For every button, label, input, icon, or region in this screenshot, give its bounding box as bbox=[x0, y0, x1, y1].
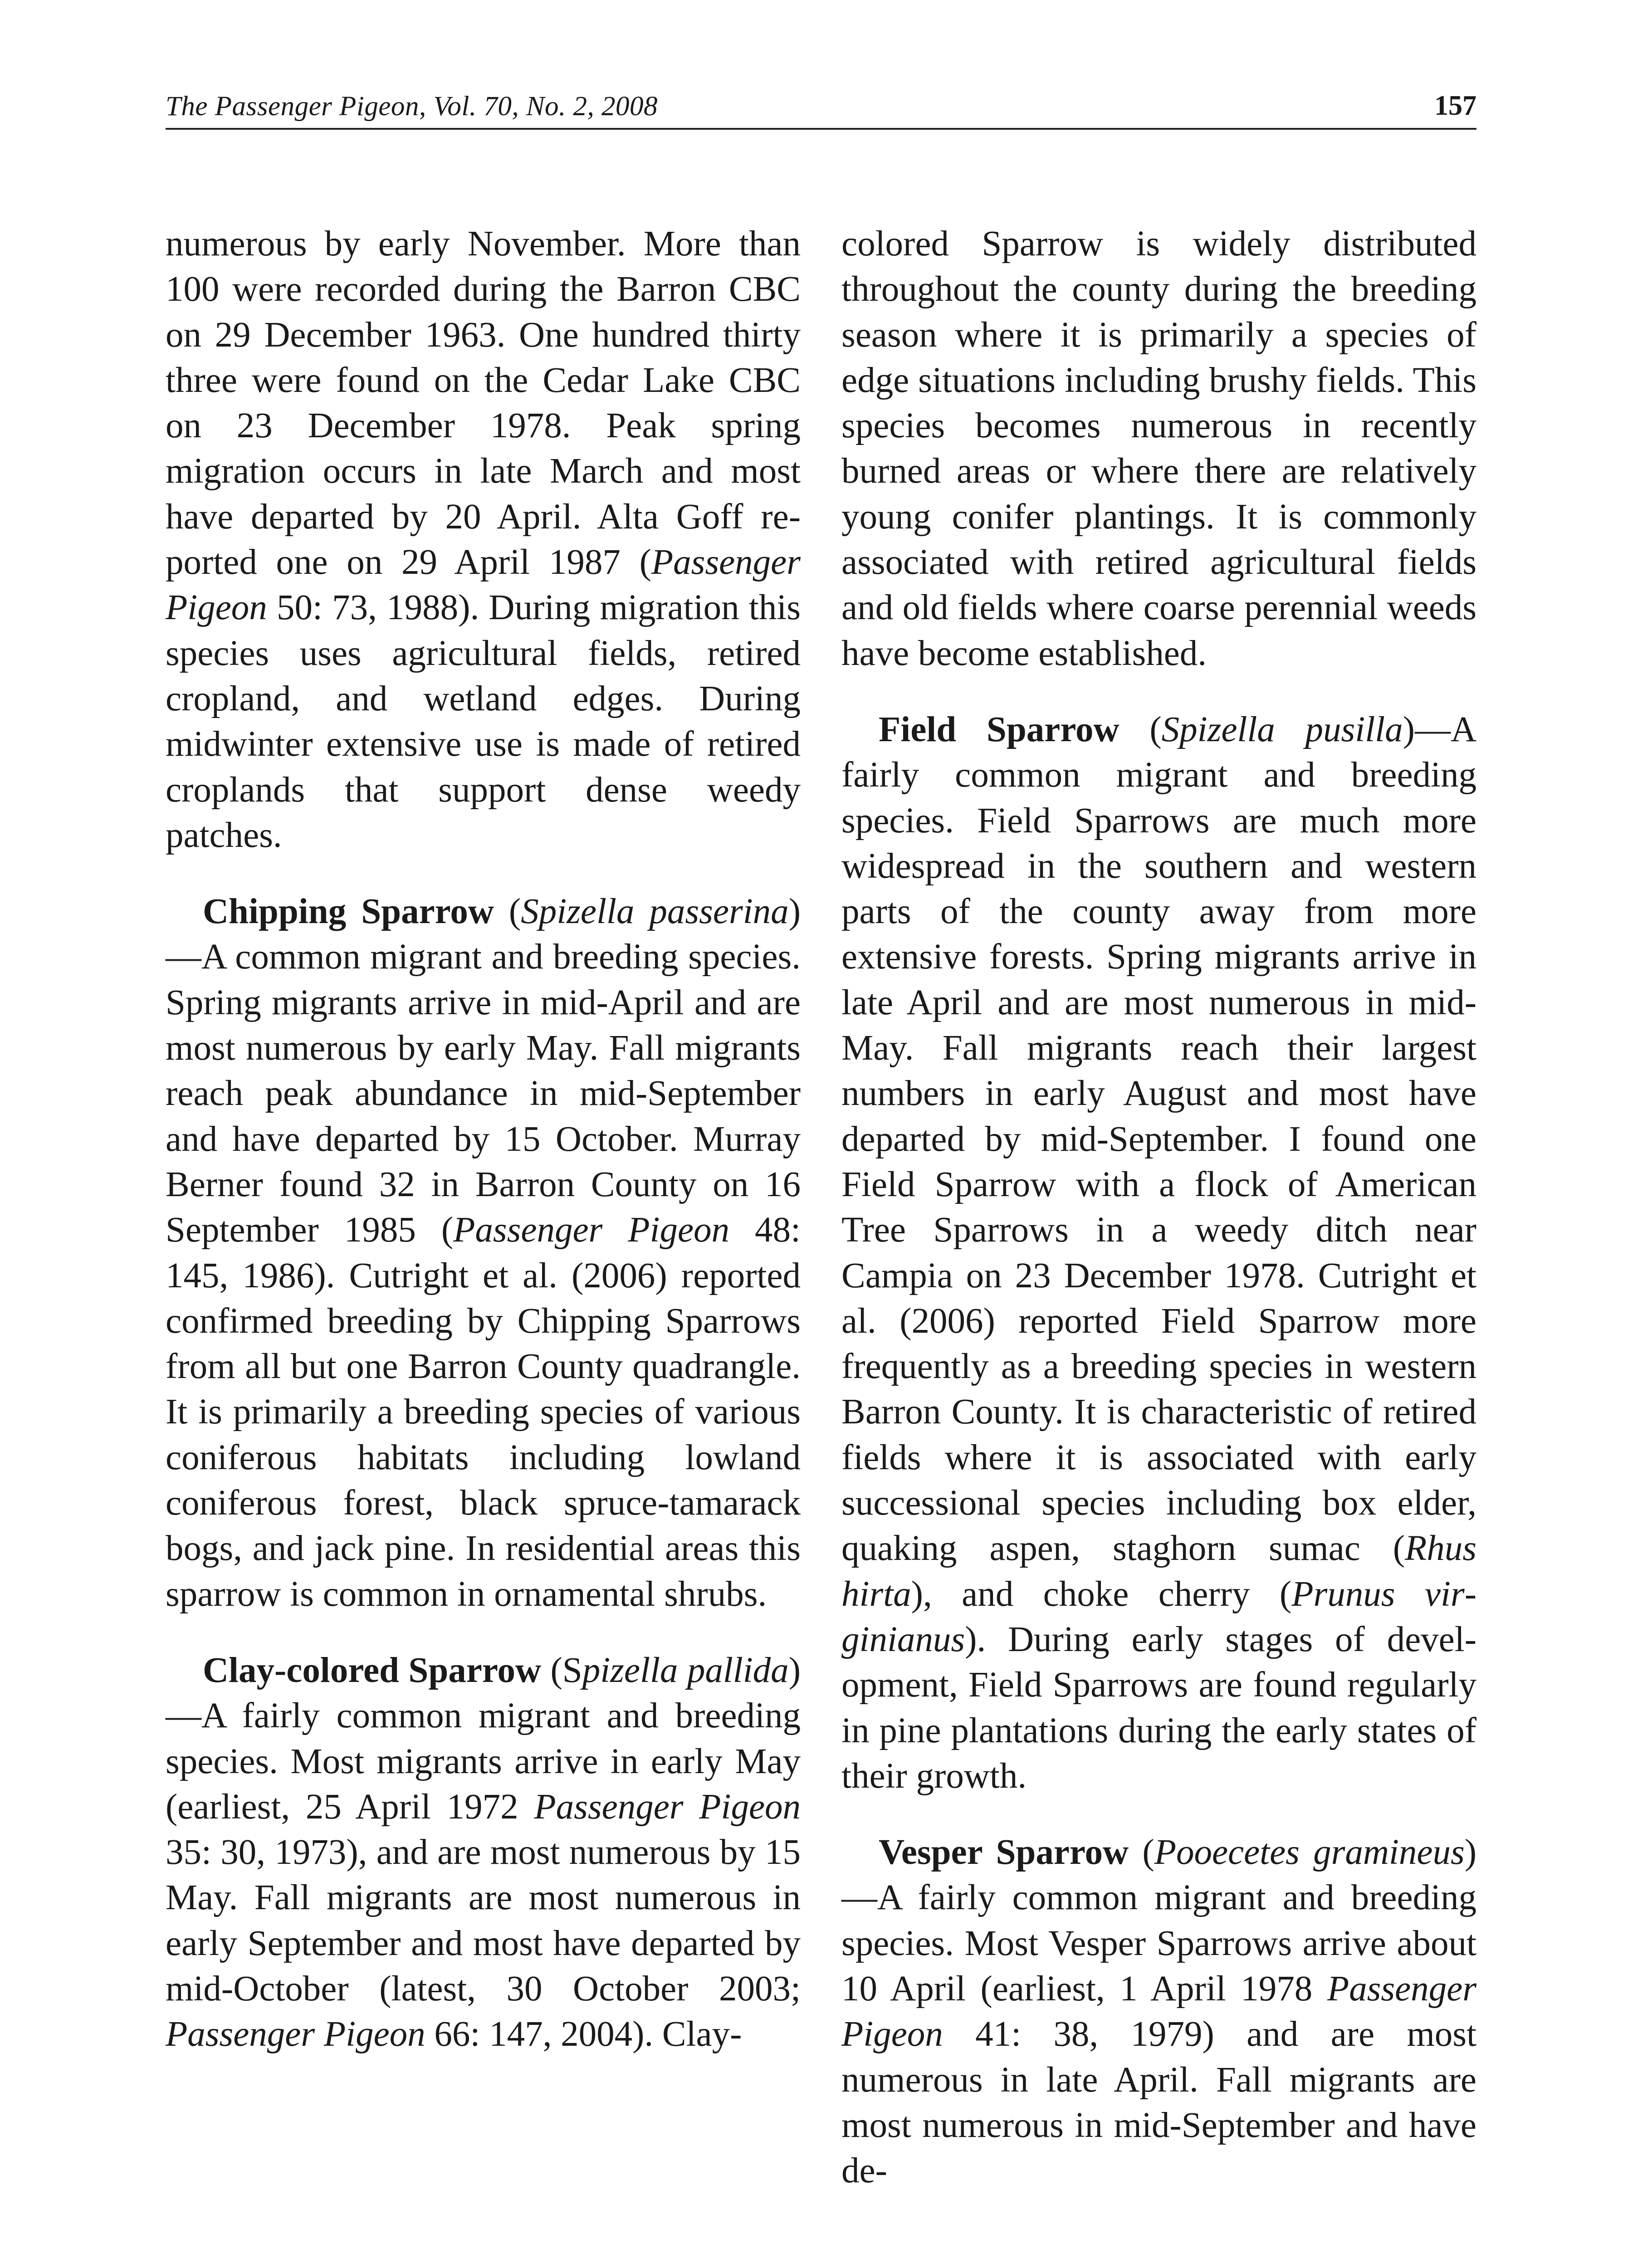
scientific-name: pizella pallida bbox=[582, 1650, 789, 1690]
text-run: ( bbox=[1119, 709, 1162, 749]
text-run: ). During early stages of development, Field Sparrows are found regularly in pine plantations during the early states of their growth. bbox=[841, 1619, 1477, 1796]
text-run: 66: 147, 2004). Clay- bbox=[425, 2014, 742, 2054]
continued-paragraph bbox=[166, 221, 801, 858]
right-column bbox=[841, 221, 1477, 2224]
text-run: (S bbox=[541, 1650, 582, 1690]
species-entry-vesper-sparrow bbox=[841, 1830, 1477, 2194]
text-run: 48: 145, 1986). Cutright et al. (2006) reported confirmed breeding by Chipping Sparrows from all but one Barron County quadrangle. It is primarily a breeding species of various coniferous habitats including lowland coniferous forest, black spruce-tamarack bogs, and jack pine. In residential areas this sparrow is common in ornamental shrubs. bbox=[166, 1210, 801, 1614]
text-run: )—A common migrant and breeding species. Spring migrants arrive in mid-April and are most numerous by early May. Fall migrants reach peak abundance in mid-September and have departed by 15 October. Murray Berner found 32 in Barron County on 16 September 1985 ( bbox=[166, 892, 801, 1250]
text-run: ), and choke cherry ( bbox=[911, 1574, 1292, 1614]
scientific-name: Rhus hirta bbox=[841, 1529, 1477, 1614]
species-name: Clay-colored Sparrow bbox=[203, 1650, 542, 1690]
species-entry-field-sparrow bbox=[841, 707, 1477, 1799]
species-name: Field Sparrow bbox=[879, 709, 1120, 749]
species-name: Chipping Sparrow bbox=[203, 892, 494, 932]
scientific-name: Spizella passerina bbox=[521, 892, 789, 932]
text-run: colored Sparrow is widely distributed throughout the county during the breeding season where it is primarily a species of edge situations including brushy fields. This species becomes numerous in recently burned areas or where there are relatively young conifer plantings. It is commonly associated with retired agricultural fields and old fields where coarse perennial weeds have become established. bbox=[841, 224, 1477, 673]
text-run: )—A fairly common migrant and breeding species. Field Sparrows are much more widespread in the southern and western parts of the county away from more extensive forests. Spring migrants arrive in late April and are most numerous in mid-May. Fall migrants reach their largest numbers in early August and most have departed by mid-September. I found one Field Sparrow with a flock of American Tree Sparrows in a weedy ditch near Campia on 23 December 1978. Cutright et al. (2006) reported Field Sparrow more frequently as a breeding species in western Barron County. It is characteristic of retired fields where it is associated with early successional species including box elder, quaking aspen, staghorn sumac ( bbox=[841, 709, 1477, 1569]
journal-citation: The Passenger Pigeon, Vol. 70, No. 2, 2008 bbox=[166, 91, 658, 122]
running-head bbox=[166, 87, 1477, 130]
continued-paragraph bbox=[841, 221, 1477, 676]
text-run: 35: 30, 1973), and are most numerous by 15 May. Fall migrants are most numerous in early September and most have departed by mid-October (latest, 30 October 2003; bbox=[166, 1833, 801, 2009]
species-entry-clay-colored-sparrow bbox=[166, 1648, 801, 2058]
species-name: Vesper Sparrow bbox=[879, 1833, 1129, 1872]
journal-title-italic: Passenger Pigeon bbox=[534, 1787, 801, 1827]
scientific-name: Prunus virginianus bbox=[841, 1574, 1477, 1659]
text-run: )—A fairly common migrant and breeding species. Most Vesper Sparrows arrive about 10 April (earliest, 1 April 1978 bbox=[841, 1833, 1477, 2009]
journal-title-italic: Passenger Pigeon bbox=[166, 543, 801, 628]
text-run: 50: 73, 1988). During migration this species uses agricultural fields, retired cropland, and wetland edges. During midwinter extensive use is made of retired croplands that support dense weedy patches. bbox=[166, 588, 801, 855]
left-column bbox=[166, 221, 801, 2088]
species-entry-chipping-sparrow bbox=[166, 889, 801, 1617]
text-run: 41: 38, 1979) and are most numerous in late April. Fall migrants are most numerous in mid-September and have de- bbox=[841, 2014, 1477, 2191]
scientific-name: Spizella pusilla bbox=[1161, 709, 1403, 749]
scientific-name: Pooecetes gramineus bbox=[1154, 1833, 1465, 1872]
journal-title-italic: Passenger Pigeon bbox=[166, 2014, 425, 2054]
text-run: )—A fairly common migrant and breeding species. Most migrants arrive in early May (earliest, 25 April 1972 bbox=[166, 1650, 801, 1827]
page-number: 157 bbox=[1434, 90, 1477, 121]
text-run: ( bbox=[494, 892, 521, 932]
text-run: numerous by early November. More than 100 were recorded during the Barron CBC on 29 December 1963. One hundred thirty three were found on the Cedar Lake CBC on 23 December 1978. Peak spring migration occurs in late March and most have departed by 20 April. Alta Goff reported one on 29 April 1987 ( bbox=[166, 224, 801, 582]
journal-title-italic: Passenger Pigeon bbox=[841, 1969, 1477, 2054]
journal-title-italic: Passenger Pigeon bbox=[453, 1210, 730, 1250]
text-run: ( bbox=[1129, 1833, 1154, 1872]
